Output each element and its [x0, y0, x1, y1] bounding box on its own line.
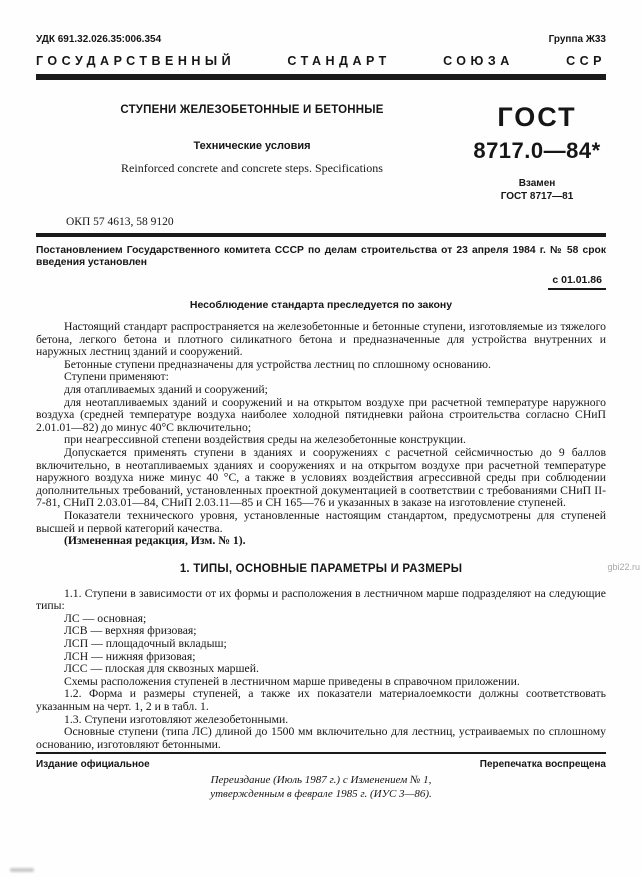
paragraph: Бетонные ступени предназначены для устройства лестниц по сплошному основанию.	[64, 357, 491, 371]
okp-codes: ОКП 57 4613, 58 9120	[66, 216, 174, 228]
reissue-line-1: Переиздание (Июль 1987 г.) с Изменением № 1,	[210, 774, 432, 786]
title-rule	[36, 233, 606, 237]
reprint-forbidden-label: Перепечатка воспрещена	[479, 759, 606, 770]
gost-number-block	[468, 104, 606, 202]
type-list-item: ЛСН — нижняя фризовая;	[64, 649, 196, 663]
reissue-note	[36, 774, 606, 801]
document-title-ru: СТУПЕНИ ЖЕЛЕЗОБЕТОННЫЕ И БЕТОННЫЕ	[120, 104, 384, 116]
paragraph: для отапливаемых зданий и сооружений;	[64, 382, 268, 396]
amendment-note: (Измененная редакция, Изм. № 1).	[64, 534, 246, 548]
paragraph: при неагрессивной степени воздействия среды на железобетонные конструкции.	[64, 433, 466, 447]
paragraph: 1.2. Форма и размеры ступеней, а также их показатели материалоемкости должны соответствовать указанным на черт. 1, 2 и в табл. 1.	[36, 687, 606, 714]
type-list-item: ЛСП — площадочный вкладыш;	[64, 637, 227, 651]
law-notice: Несоблюдение стандарта преследуется по закону	[189, 299, 453, 311]
type-list-item: ЛС — основная;	[64, 611, 147, 625]
type-list-item: ЛСС — плоская для сквозных маршей.	[64, 662, 259, 676]
footer-labels-row	[36, 759, 606, 770]
gost-number: 8717.0—84*	[473, 138, 601, 163]
paragraph: 1.1. Ступени в зависимости от их формы и расположения в лестничном марше подразделяют на следующие типы:	[36, 586, 606, 613]
document-subtitle-ru: Технические условия	[193, 140, 311, 152]
page-footer	[36, 752, 606, 801]
paragraph: Схемы расположения ступеней в лестничном марше приведены в справочном приложении.	[64, 674, 520, 688]
paragraph: Допускается применять ступени в зданиях и сооружениях с расчетной сейсмичностью до 9 баллов включительно, в неотапливаемых зданиях и сооружениях и на открытом воздухе при расчетной температуре наружного воздуха ниже минус 40 °С, а также в условиях воздействия агрессивной среды при соблюдении дополнительных требований, установленных проектной документацией в соответствии с требованиями СНиП II-7-81, СНиП 2.03.01—84, СНиП 2.03.11—85 и СН 165—76 и указанных в заказе на изготовление ступеней.	[36, 445, 606, 510]
group-label: Группа Ж33	[548, 34, 606, 45]
paragraph: для неотапливаемых зданий и сооружений и на открытом воздухе при расчетной температуре наружного воздуха (средней температуре воздуха наиболее холодной пятидневки района строительства согласно СНиП 2.01.01—82) до минус 40°С включительно;	[36, 395, 606, 434]
official-edition-label: Издание официальное	[36, 759, 150, 770]
scan-artifact	[10, 868, 34, 872]
reissue-line-2: утвержденным в феврале 1985 г. (ИУС 3—86).	[210, 787, 432, 800]
gost-label: ГОСТ	[497, 102, 577, 132]
effective-date-row	[36, 274, 606, 290]
section-1-body	[36, 588, 606, 752]
paragraph: 1.3. Ступени изготовляют железобетонными.	[64, 712, 289, 726]
effective-date: с 01.01.86	[548, 274, 606, 290]
paragraph: Основные ступени (типа ЛС) длиной до 1500 мм включительно для лестниц, устраиваемых по сплошному основанию, изготовляют бетонными.	[36, 725, 606, 751]
footer-rule	[36, 752, 606, 754]
decree-text: Постановлением Государственного комитета СССР по делам строительства от 23 апреля 1984 г. № 58 срок введения установлен	[36, 245, 606, 268]
section-1-heading: 1. ТИПЫ, ОСНОВНЫЕ ПАРАМЕТРЫ И РАЗМЕРЫ	[179, 562, 463, 575]
title-block	[36, 104, 606, 202]
replaces-label: Взамен	[518, 178, 556, 189]
document-subtitle-en: Reinforced concrete and concrete steps. Specifications	[121, 161, 383, 175]
top-classification-row	[36, 34, 606, 45]
paragraph: Показатели технического уровня, установленные настоящим стандартом, предусмотрены для ступеней высшей и первой категорий качества.	[36, 508, 606, 535]
preamble-body	[36, 321, 606, 548]
site-watermark: gbi22.ru	[607, 562, 640, 572]
title-left-column	[36, 104, 468, 202]
replaces-number: ГОСТ 8717—81	[500, 191, 574, 202]
header-rule	[36, 74, 606, 80]
paragraph: Ступени применяют:	[64, 370, 169, 384]
paragraph: Настоящий стандарт распространяется на железобетонные и бетонные ступени, изготовляемые из тяжелого бетона, легкого бетона и плотного силикатного бетона и предназначенные для устройства внутренних и наружных лестниц зданий и сооружений.	[36, 320, 606, 359]
udk-number: УДК 691.32.026.35:006.354	[36, 34, 162, 45]
type-list-item: ЛСВ — верхняя фризовая;	[64, 624, 197, 638]
standard-series-title: ГОСУДАРСТВЕННЫЙ СТАНДАРТ СОЮЗА ССР	[36, 54, 606, 68]
